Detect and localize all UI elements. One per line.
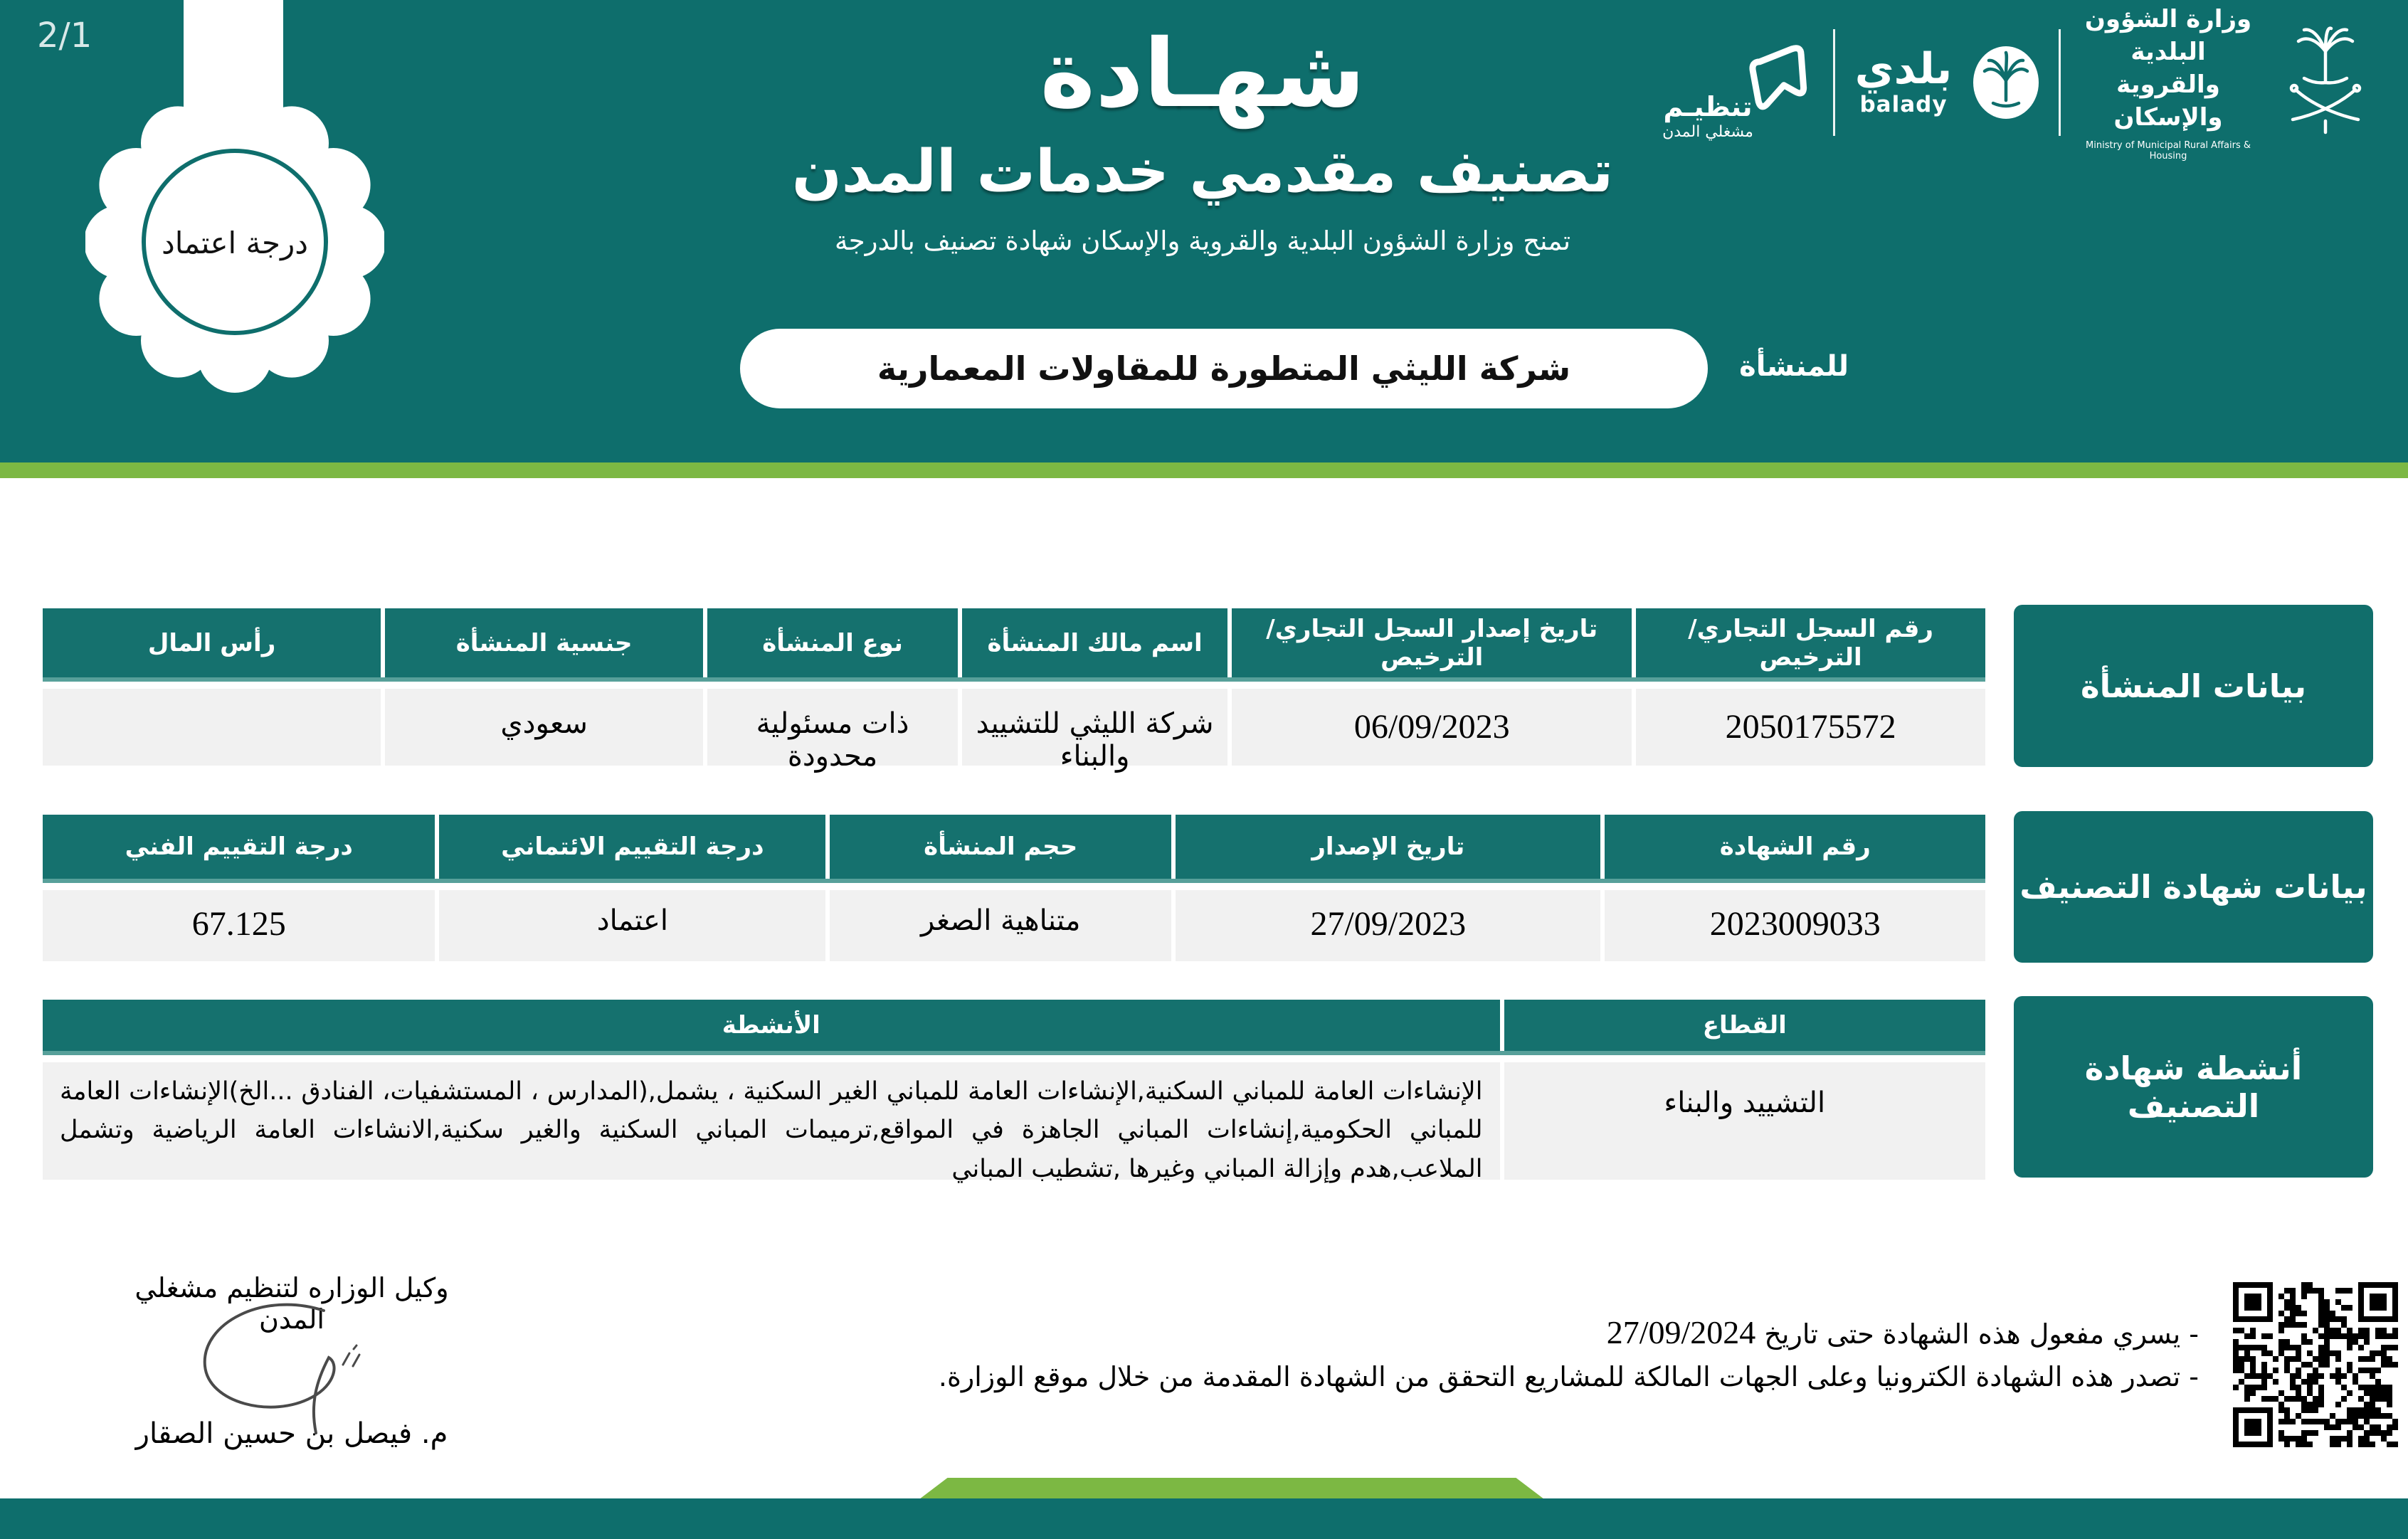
balady-logo-arabic: بلدي [1854, 44, 1953, 94]
certificate-title: شهـادة [1040, 19, 1366, 129]
title-block [704, 16, 1701, 256]
logo-cluster [1647, 5, 2375, 162]
expiry-date: 27/09/2024 [1606, 1314, 1756, 1350]
balady-logo [1854, 44, 1953, 117]
qr-code [2233, 1279, 2398, 1450]
section-title-certificate: بيانات شهادة التصنيف [2014, 811, 2373, 963]
column-header: حجم المنشأة [825, 815, 1171, 879]
establishment-size-value: متناهية الصغر [825, 890, 1171, 961]
column-header: نوع المنشأة [703, 608, 958, 677]
accreditation-seal [85, 0, 384, 398]
footer-notes [939, 1308, 2199, 1397]
column-header: رقم السجل التجاري/ الترخيص [1632, 608, 1985, 677]
establishment-type-value: ذات مسئولية محدودة [703, 689, 958, 766]
column-header: القطاع [1500, 1000, 1986, 1051]
activities-value: الإنشاءات العامة للمباني السكنية,الإنشاءات العامة للمباني الغير السكنية ، يشمل,(المدارس ، المستشفيات، الفنادق ...الخ)الإنشاءات العامة للمباني الحكومية,إنشاءات المباني الجاهزة في المواقع,ترميمات المباني السكنية والغير سكنية,الانشاءات العامة الرياضية وتشمل الملاعب,هدم وإزالة المباني وغيرها ,تشطيب المباني [43, 1062, 1500, 1180]
certificate-tagline: تمنح وزارة الشؤون البلدية والقروية والإسكان شهادة تصنيف بالدرجة [834, 226, 1571, 257]
issue-date-value: 27/09/2023 [1171, 890, 1600, 961]
column-header: الأنشطة [43, 1000, 1500, 1051]
establishment-table [43, 608, 1985, 773]
ministry-palm-swords-emblem [2276, 21, 2375, 144]
regulator-logo-line2: مشغلي المدن [1662, 123, 1753, 141]
establishment-table-row [43, 689, 1985, 773]
credit-rating-value: اعتماد [435, 890, 825, 961]
activities-table [43, 1000, 1985, 1183]
ministry-name-english: Ministry of Municipal Rural Affairs & Housing [2086, 139, 2251, 162]
owner-name-value: شركة الليثي للتشييد والبناء [958, 689, 1227, 766]
ministry-wordmark [2079, 4, 2257, 162]
capital-value [43, 689, 381, 766]
establishment-table-header [43, 608, 1985, 682]
sector-value: التشييد والبناء [1500, 1062, 1986, 1180]
ministry-name-arabic-line2: والقروية والإسكان [2113, 70, 2223, 132]
header-green-strip [0, 462, 2408, 478]
column-header: درجة التقييم الفني [43, 815, 435, 879]
nationality-value: سعودي [381, 689, 703, 766]
column-header: جنسية المنشأة [381, 608, 703, 677]
technical-rating-value: 67.125 [43, 890, 435, 961]
seal-label: درجة اعتماد [161, 226, 309, 260]
verification-note: - تصدر هذه الشهادة الكترونيا وعلى الجهات المالكة للمشاريع التحقق من الشهادة المقدمة من خلال موقع الوزارة. [938, 1361, 2199, 1392]
palm-circle-logo [1972, 43, 2040, 122]
establishment-field-label: للمنشأة [1739, 350, 1849, 383]
column-header: رأس المال [43, 608, 381, 677]
validity-note: - يسري مفعول هذه الشهادة حتى تاريخ 27/09/2024 [1606, 1314, 2199, 1350]
signatory-title: وكيل الوزاره لتنظيم مشغلي المدن [134, 1272, 449, 1335]
column-header: اسم مالك المنشأة [958, 608, 1227, 677]
section-title-establishment: بيانات المنشأة [2014, 605, 2373, 767]
cr-number-value: 2050175572 [1632, 689, 1985, 766]
certificate-table [43, 815, 1985, 961]
regulator-logo-line1: تنظيـم [1663, 91, 1753, 123]
cursor-pointer-icon [1736, 40, 1815, 118]
activities-table-row [43, 1062, 1985, 1183]
logo-divider [2059, 29, 2061, 136]
column-header: تاريخ إصدار السجل التجاري/ الترخيص [1227, 608, 1632, 677]
certificate-table-row [43, 890, 1985, 961]
ministry-name-arabic-line1: وزارة الشؤون البلدية [2084, 5, 2252, 67]
signatory-name: م. فيصل بن حسين الصقار [135, 1417, 448, 1450]
balady-logo-latin: balady [1859, 92, 1948, 117]
certificate-table-header [43, 815, 1985, 883]
signature [164, 1296, 470, 1435]
activities-table-header [43, 1000, 1985, 1055]
page-number: 2/1 [37, 16, 93, 55]
cr-issue-date-value: 06/09/2023 [1227, 689, 1632, 766]
logo-divider [1833, 29, 1835, 136]
certificate-number-value: 2023009033 [1600, 890, 1985, 961]
column-header: تاريخ الإصدار [1171, 815, 1600, 879]
column-header: رقم الشهادة [1600, 815, 1985, 879]
establishment-name-field [740, 329, 1708, 408]
city-operators-regulation-logo [1647, 20, 1815, 145]
section-title-activities: أنشطة شهادة التصنيف [2014, 996, 2373, 1178]
column-header: درجة التقييم الائتماني [435, 815, 825, 879]
footer-teal-bar [0, 1498, 2408, 1539]
footer-green-bar [919, 1478, 1544, 1499]
establishment-name: شركة الليثي المتطورة للمقاولات المعمارية [877, 349, 1571, 388]
certificate-subtitle: تصنيف مقدمي خدمات المدن [791, 138, 1614, 206]
